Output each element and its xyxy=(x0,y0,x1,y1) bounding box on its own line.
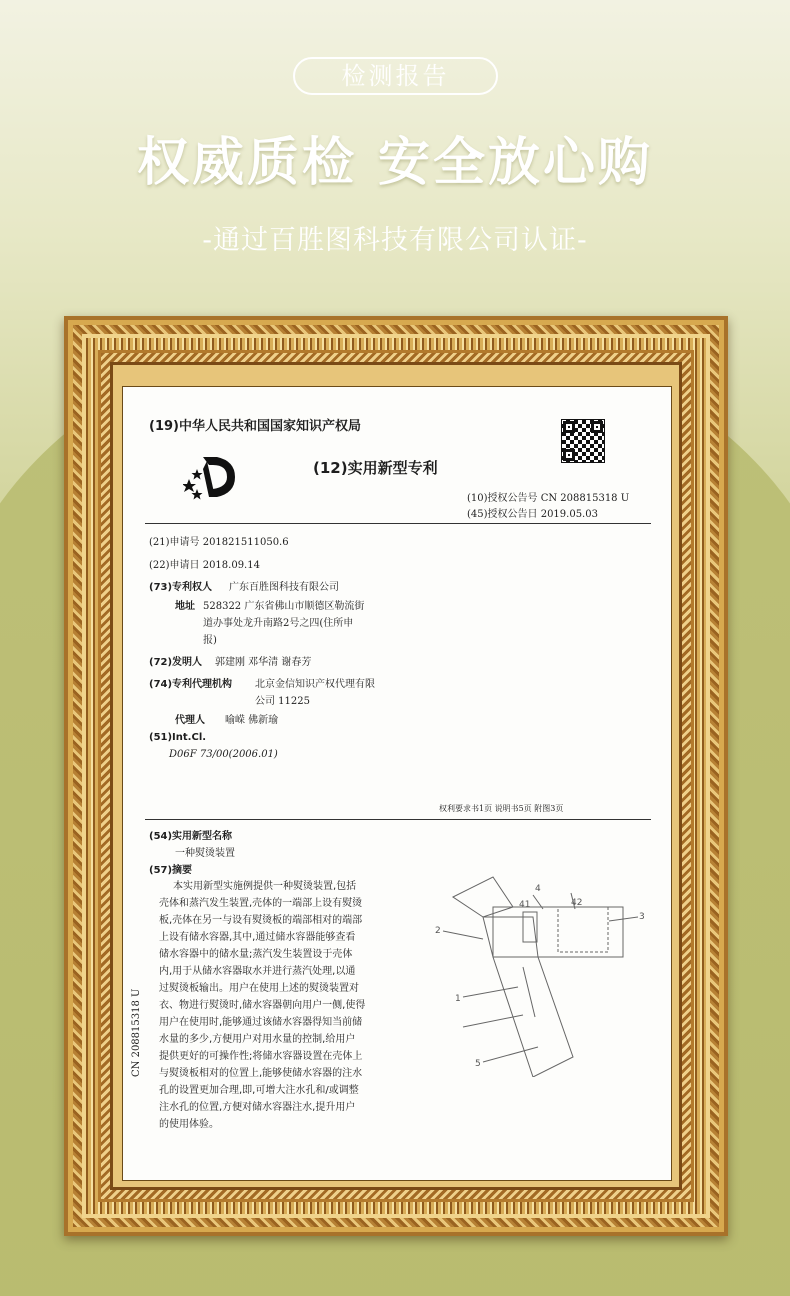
abstract-line: 壳体和蒸汽发生装置,壳体的一端部上设有熨烫 xyxy=(159,898,363,909)
abstract-line: 本实用新型实施例提供一种熨烫装置,包括 xyxy=(173,881,357,892)
issuer-line: (19)中华人民共和国国家知识产权局 xyxy=(149,419,361,434)
agency-line-2: 公司 11225 xyxy=(255,696,310,707)
drawing-label: 1 xyxy=(455,994,461,1004)
address-line-2: 道办事处龙升南路2号之四(住所申 xyxy=(203,618,354,629)
qr-code-icon xyxy=(561,419,605,463)
agent-value: 喻嵘 佛新瑜 xyxy=(225,715,279,726)
abstract-label: (57)摘要 xyxy=(149,865,193,876)
utility-model-title: 一种熨烫装置 xyxy=(175,848,235,859)
patent-certificate xyxy=(122,386,672,1181)
drawing-label: 4 xyxy=(535,884,541,894)
abstract-line: 注水孔的位置,方便对储水容器注水,提升用户 xyxy=(159,1102,356,1113)
abstract-line: 的使用体验。 xyxy=(159,1119,219,1130)
abstract-line: 衣、物进行熨烫时,储水容器朝向用户一侧,使得 xyxy=(159,1000,366,1011)
abstract-line: 内,用于从储水容器取水并进行蒸汽处理,以通 xyxy=(159,966,356,977)
abstract-line: 储水容器中的储水量;蒸汽发生装置设于壳体 xyxy=(159,949,353,960)
agent-label: 代理人 xyxy=(175,715,205,726)
abstract-line: 与熨烫板相对的位置上,能够使储水容器的注水 xyxy=(159,1068,363,1079)
drawing-label: 5 xyxy=(475,1059,481,1069)
abstract-line: 板,壳体在另一与设有熨烫板的端部相对的端部 xyxy=(159,915,363,926)
patentee-value: 广东百胜图科技有限公司 xyxy=(229,582,339,593)
address-line-3: 报) xyxy=(203,635,217,646)
intcl-label: (51)Int.Cl. xyxy=(149,732,207,743)
page-subline: -通过百胜图科技有限公司认证- xyxy=(202,225,588,256)
inventors-value: 郭建刚 邓华清 谢春芳 xyxy=(215,657,312,668)
application-number: (21)申请号 201821511050.6 xyxy=(149,537,289,548)
abstract-text xyxy=(159,878,421,1133)
drawing-label: 2 xyxy=(435,926,441,936)
drawing-label: 41 xyxy=(519,900,531,910)
agency-line-1: 北京金信知识产权代理有限 xyxy=(255,679,375,690)
address-line-1: 528322 广东省佛山市顺德区勒流街 xyxy=(203,601,365,612)
abstract-line: 提供更好的可操作性;将储水容器设置在壳体上 xyxy=(159,1051,363,1062)
abstract-line: 上设有储水容器,其中,通过储水容器能够查看 xyxy=(159,932,356,943)
inventors-label: (72)发明人 xyxy=(149,657,203,668)
certificate-frame xyxy=(64,316,728,1236)
abstract-line: 用户在使用时,能够通过该储水容器得知当前储 xyxy=(159,1017,363,1028)
drawing-label: 42 xyxy=(571,898,583,908)
page-counts: 权利要求书1页 说明书5页 附图3页 xyxy=(439,804,564,813)
patent-drawing xyxy=(423,847,653,1077)
abstract-line: 孔的设置更加合理,即,可增大注水孔和/或调整 xyxy=(159,1085,359,1096)
side-publication-code: CN 208815318 U xyxy=(131,988,142,1077)
page-headline: 权威质检 安全放心购 xyxy=(136,133,654,193)
document-type: (12)实用新型专利 xyxy=(313,459,438,477)
grant-date: (45)授权公告日 2019.05.03 xyxy=(467,509,598,520)
address-label: 地址 xyxy=(175,601,195,612)
grant-number: (10)授权公告号 CN 208815318 U xyxy=(467,493,630,504)
agency-label: (74)专利代理机构 xyxy=(149,679,233,690)
intcl-value: D06F 73/00(2006.01) xyxy=(169,749,278,760)
drawing-label: 3 xyxy=(639,912,645,922)
application-date: (22)申请日 2018.09.14 xyxy=(149,560,260,571)
title-label: (54)实用新型名称 xyxy=(149,831,233,842)
abstract-line: 过熨烫板输出。用户在使用上述的熨烫装置对 xyxy=(159,983,359,994)
section-pill-label: 检测报告 xyxy=(293,57,498,95)
patentee-label: (73)专利权人 xyxy=(149,582,213,593)
cnipa-logo-icon xyxy=(183,451,243,503)
abstract-line: 水量的多少,方便用户对用水量的控制,给用户 xyxy=(159,1034,356,1045)
